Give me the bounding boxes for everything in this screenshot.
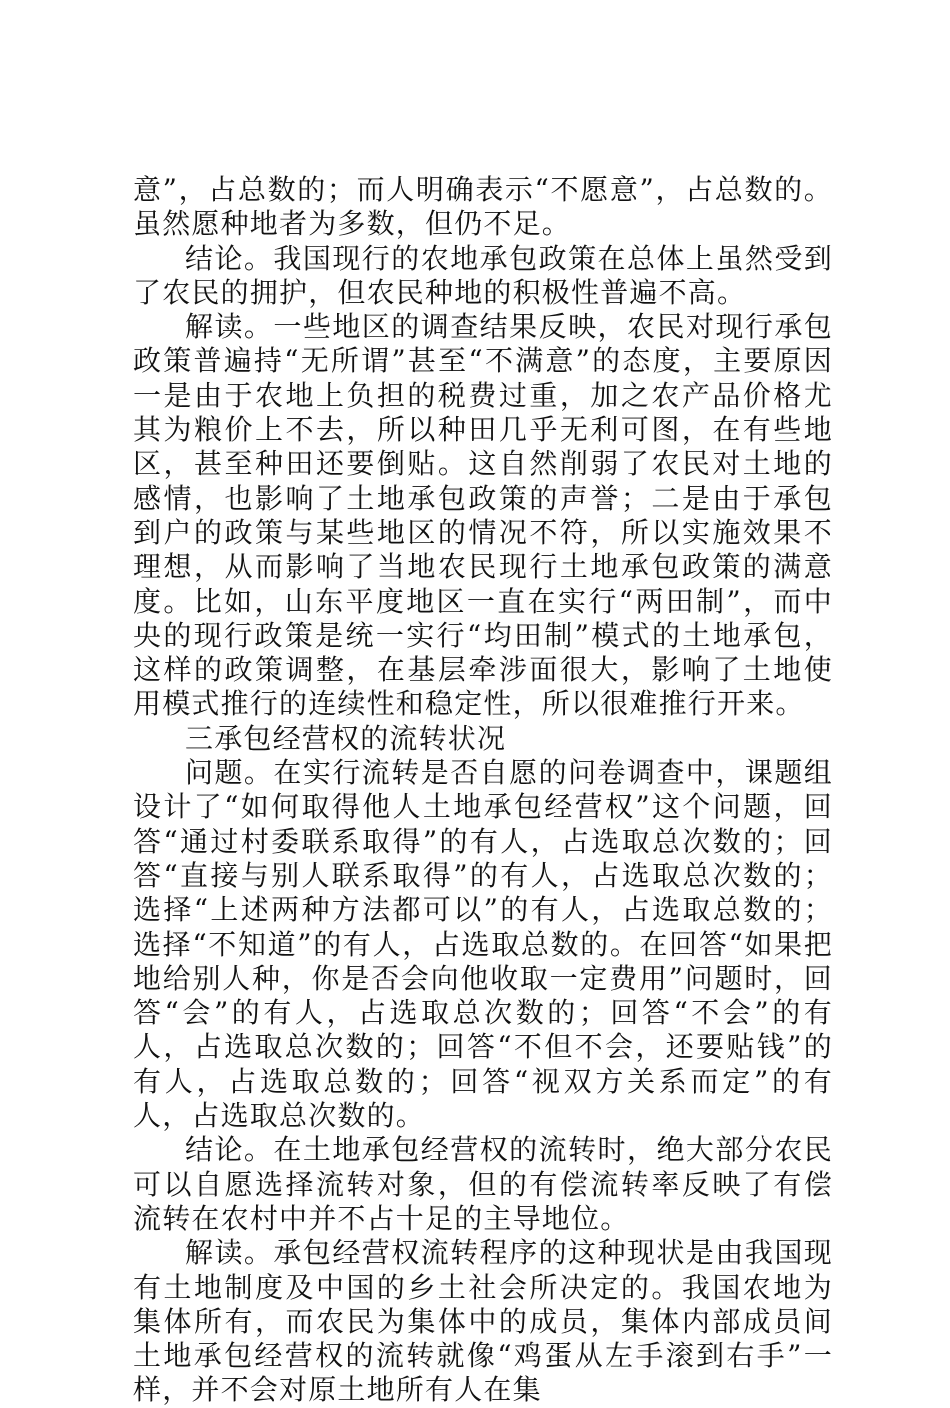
- paragraph-conclusion-1: 结论。我国现行的农地承包政策在总体上虽然受到了农民的拥护，但农民种地的积极性普遍不高。: [133, 241, 833, 309]
- paragraph-conclusion-2: 结论。在土地承包经营权的流转时，绝大部分农民可以自愿选择流转对象，但的有偿流转率反映了有偿流转在农村中并不占十足的主导地位。: [133, 1133, 833, 1235]
- paragraph-interpretation-1: 解读。一些地区的调查结果反映，农民对现行承包政策普遍持“无所谓”甚至“不满意”的态度，主要原因一是由于农地上负担的税费过重，加之农产品价格尤其为粮价上不去，所以种田几乎无利可图，在有些地区，甚至种田还要倒贴。这自然削弱了农民对土地的感情，也影响了土地承包政策的声誉；二是由于承包到户的政策与某些地区的情况不符，所以实施效果不理想，从而影响了当地农民现行土地承包政策的满意度。比如，山东平度地区一直在实行“两田制”，而中央的现行政策是统一实行“均田制”模式的土地承包，这样的政策调整，在基层牵涉面很大，影响了土地使用模式推行的连续性和稳定性，所以很难推行开来。: [133, 310, 833, 721]
- section-heading: 三承包经营权的流转状况: [185, 721, 507, 755]
- paragraph-question: 问题。在实行流转是否自愿的问卷调查中，课题组设计了“如何取得他人土地承包经营权”这个问题，回答“通过村委联系取得”的有人，占选取总次数的；回答“直接与别人联系取得”的有人，占选取总次数的；选择“上述两种方法都可以”的有人，占选取总数的；选择“不知道”的有人，占选取总数的。在回答“如果把地给别人种，你是否会向他收取一定费用”问题时，回答“会”的有人，占选取总次数的；回答“不会”的有人，占选取总次数的；回答“不但不会，还要贴钱”的有人，占选取总数的；回答“视双方关系而定”的有人，占选取总次数的。: [133, 756, 833, 1133]
- paragraph-continuation: 意”，占总数的；而人明确表示“不愿意”，占总数的。虽然愿种地者为多数，但仍不足。: [133, 173, 833, 241]
- paragraph-interpretation-2: 解读。承包经营权流转程序的这种现状是由我国现有土地制度及中国的乡土社会所决定的。我国农地为集体所有，而农民为集体中的成员，集体内部成员间土地承包经营权的流转就像“鸡蛋从左手滚到右手”一样，并不会对原土地所有人在集: [133, 1236, 833, 1407]
- document-body: [133, 173, 833, 1408]
